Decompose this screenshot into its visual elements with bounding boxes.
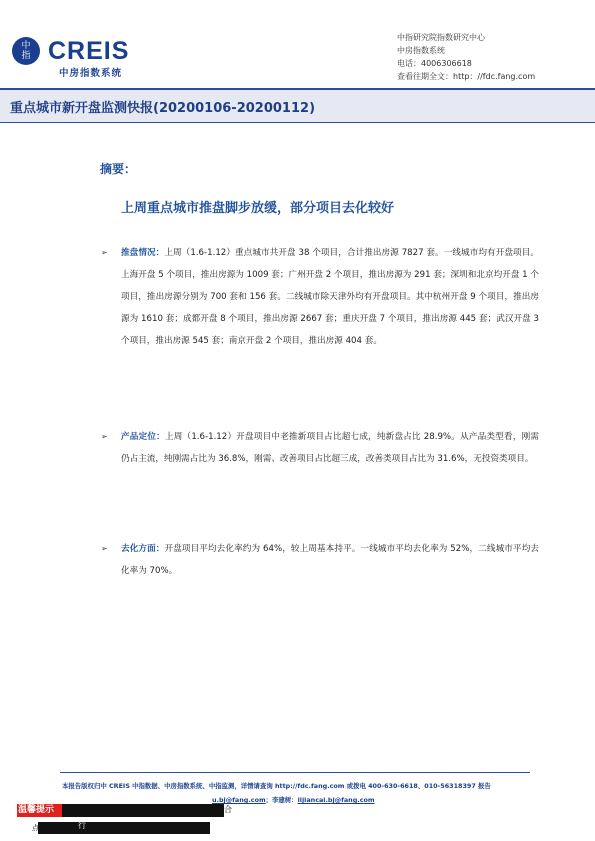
bullet-absorption xyxy=(101,538,539,582)
contact-org: 中指研究院指数研究中心 xyxy=(397,33,485,42)
bullet-label: 推盘情况： xyxy=(121,248,165,258)
arrow-bullet-icon: ➢ xyxy=(101,248,108,257)
footer-divider xyxy=(60,772,530,773)
arrow-bullet-icon: ➢ xyxy=(101,432,108,441)
contact-block xyxy=(397,31,535,83)
title-divider xyxy=(0,122,595,123)
footer-email-link[interactable]: u.bj@fang.com xyxy=(212,796,266,804)
brand-subtitle: 中房指数系统 xyxy=(59,68,123,79)
bullet-body: 上周（1.6-1.12）开盘项目中老推新项目占比超七成，纯新盘占比 28.9%。从产品类型看，刚需仍占主流，纯刚需占比为 36.8%，刚需、改善项目占比超三成，改善类项目占比为 31.6%，无投资类项目。 xyxy=(121,432,539,464)
logo-mark xyxy=(12,37,40,65)
redaction-bar-2 xyxy=(38,822,210,834)
contact-phone: 电话：4006306618 xyxy=(397,59,472,68)
contact-system: 中房指数系统 xyxy=(397,46,445,55)
logo-mark-bottom: 指 xyxy=(21,51,31,61)
summary-headline: 上周重点城市推盘脚步放缓，部分项目去化较好 xyxy=(121,201,395,216)
bullet-supply xyxy=(101,242,539,352)
bullet-positioning xyxy=(101,426,539,470)
bullet-label: 去化方面： xyxy=(121,544,165,554)
bullet-label: 产品定位： xyxy=(121,432,165,442)
report-title: 重点城市新开盘监测快报(20200106-20200112) xyxy=(10,101,316,116)
footer-email-link-2[interactable]: lijiancai.bj@fang.com xyxy=(297,796,375,804)
contact-link[interactable]: 查看往期全文：http：//fdc.fang.com xyxy=(397,72,536,81)
footer-fragment: 合 xyxy=(224,805,232,814)
logo-mark-top: 中 xyxy=(21,41,31,51)
footer-fragment-2: 点 xyxy=(32,824,39,832)
footer-copyright: 本报告版权归中 CREIS 中指数据、中房指数系统、中指监测，详情请查询 http://fdc.fang.com 或拨电 400-630-6618、010-56318397 报告 xyxy=(62,782,491,790)
bullet-body: 上周（1.6-1.12）重点城市共开盘 38 个项目，合计推出房源 7827 套。一线城市均有开盘项目。上海开盘 5 个项目，推出房源为 1009 套；广州开盘 2 个项目，推出房源为 291 套；深圳和北京均开盘 1 个项目，推出房源分别为 700 套和 156 套。二线城市除天津外均有开盘项目。其中杭州开盘 9 个项目，推出房源为 1610 套；成都开盘 8 个项目，推出房源 2667 套；重庆开盘 7 个项目，推出房源 445 套；武汉开盘 3 个项目，推出房源 545 套；南京开盘 2 个项目，推出房源 404 套。 xyxy=(121,248,539,346)
footer-contact-sep: ；李建树： xyxy=(265,796,298,804)
arrow-bullet-icon: ➢ xyxy=(101,544,108,553)
brand-logo: CREIS xyxy=(48,37,130,65)
bullet-body: 开盘项目平均去化率约为 64%，较上周基本持平。一线城市平均去化率为 52%，二线城市平均去化率为 70%。 xyxy=(121,544,539,576)
footer-contacts xyxy=(212,795,375,804)
redaction-bar xyxy=(62,804,224,817)
footer-fragment-3: 行 xyxy=(78,821,86,830)
summary-label: 摘要： xyxy=(100,162,137,176)
notice-tag-label: 温馨提示 xyxy=(18,805,55,815)
